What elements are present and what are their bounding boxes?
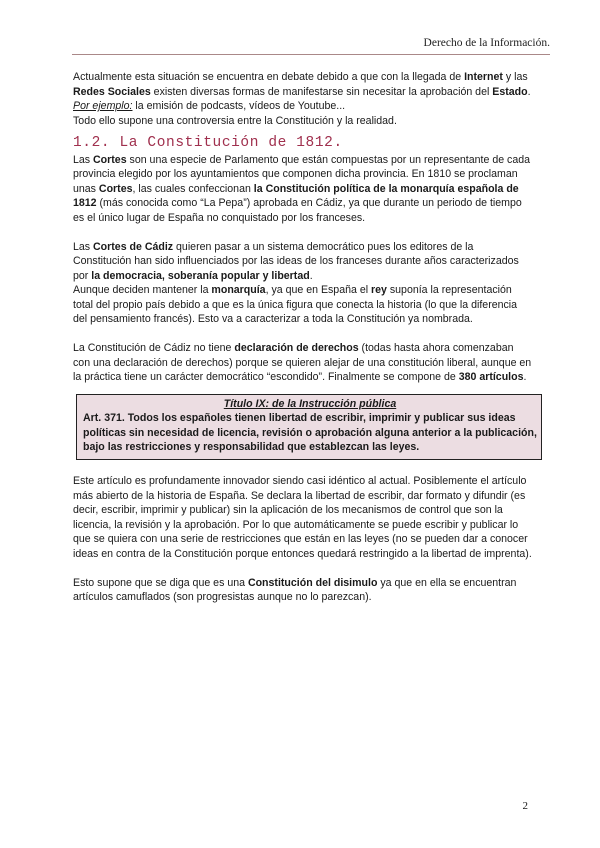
bold-text: rey	[371, 284, 387, 296]
quote-title: Título IX: de la Instrucción pública	[223, 397, 397, 410]
paragraph-declaracion	[73, 341, 533, 385]
bold-text: 380 artículos	[458, 371, 524, 383]
text: , ya que en España el	[265, 284, 372, 296]
section-heading: 1.2. La Constitución de 1812.	[73, 135, 343, 151]
text: existen diversas formas de manifestarse sin necesitar la aprobación del	[150, 85, 493, 98]
text: Aunque deciden mantener la	[73, 284, 212, 296]
text: , las cuales confeccionan	[132, 182, 254, 195]
text: quieren pasar a un sistema democrático pues los editores de la Constitución han sido influenciados por las ideas de los franceses durante años caracterizados por	[73, 240, 519, 282]
paragraph-cortes	[73, 153, 533, 226]
document-body	[73, 70, 537, 605]
text: La Constitución de Cádiz no tiene	[73, 342, 235, 354]
text: Las	[73, 153, 94, 166]
text: suponía la representación total del propio país debido a que es la única figura que conecta la historia (lo que la diferencia del pensamiento francés). Esto va a caracterizar a toda la Constitución ya nombrada.	[73, 284, 518, 325]
paragraph-disimulo	[73, 576, 533, 605]
bold-text: Cortes	[93, 153, 127, 166]
paragraph-innovador: Este artículo es profundamente innovador siendo casi idéntico al actual. Posiblemente el artículo más abierto de la historia de España. Se declara la libertad de escribir, dar formato y difundir (es decir, escribir, imprimir y publicar) sin la aplicación de los mecanismos de control que son la licencia, la revisión y la aprobación. Por lo que automáticamente se puede escribir y publicar lo que se quiera con una serie de restricciones que están en las leyes (no se pueden dar a conocer ideas en contra de la Constitución porque entonces quedará restringido a la libertad de imprenta).	[73, 475, 532, 560]
text: (todas hasta ahora comenzaban con una declaración de derechos) porque se quieren alejar de una constitución liberal, aunque en la práctica tiene un carácter democrático “escondido”. Finalmente se compone de	[73, 342, 532, 383]
article-quote-box	[76, 394, 542, 460]
text: Actualmente esta situación se encuentra en debate debido a que con la llegada de	[73, 71, 465, 83]
intro-line-2: Todo ello supone una controversia entre la Constitución y la realidad.	[73, 114, 397, 127]
paragraph-monarquia	[73, 283, 533, 327]
bold-text: Cortes de Cádiz	[93, 240, 174, 253]
bold-text: la Constitución política de la monarquía española de 1812	[73, 182, 519, 209]
running-header: Derecho de la Información.	[423, 37, 550, 49]
bold-text: Cortes	[98, 182, 133, 195]
bold-text: Internet	[464, 71, 503, 83]
text: .	[527, 85, 531, 98]
paragraph-cortes-cadiz	[73, 240, 533, 284]
text: .	[523, 371, 527, 383]
text: Las	[73, 240, 94, 253]
text: Esto supone que se diga que es una	[73, 576, 248, 589]
bold-text: la democracia, soberanía popular y libertad	[91, 269, 310, 282]
text: (más conocida como “La Pepa”) aprobada en Cádiz, ya que durante un periodo de tiempo es el único lugar de España no conquistado por los franceses.	[73, 197, 522, 224]
text: y las	[502, 71, 528, 83]
bold-text: monarquía	[211, 284, 266, 296]
underlined-text: Por ejemplo:	[73, 100, 133, 112]
text: la emisión de podcasts, vídeos de Youtube...	[132, 100, 346, 112]
intro-paragraph	[73, 70, 533, 114]
page-number: 2	[522, 800, 528, 812]
header-divider	[72, 54, 550, 55]
bold-text: Estado	[492, 85, 528, 98]
quote-text: Art. 371. Todos los españoles tienen libertad de escribir, imprimir y publicar sus ideas políticas sin necesidad de licencia, revisión o aprobación alguna anterior a la publicación, bajo las restricciones y responsabilidad que establezcan las leyes.	[83, 412, 537, 453]
bold-text: declaración de derechos	[234, 342, 359, 354]
text: son una especie de Parlamento que están compuestas por un representante de cada provincia elegido por los ayuntamientos que componen dicha provincia. En 1810 se proclaman unas	[73, 153, 531, 195]
text: ya que en ella se encuentran artículos camuflados (son progresistas aunque no lo parezcan).	[73, 576, 517, 603]
bold-text: Redes Sociales	[73, 85, 151, 98]
bold-text: Constitución del disimulo	[247, 576, 378, 589]
text: .	[309, 269, 313, 282]
